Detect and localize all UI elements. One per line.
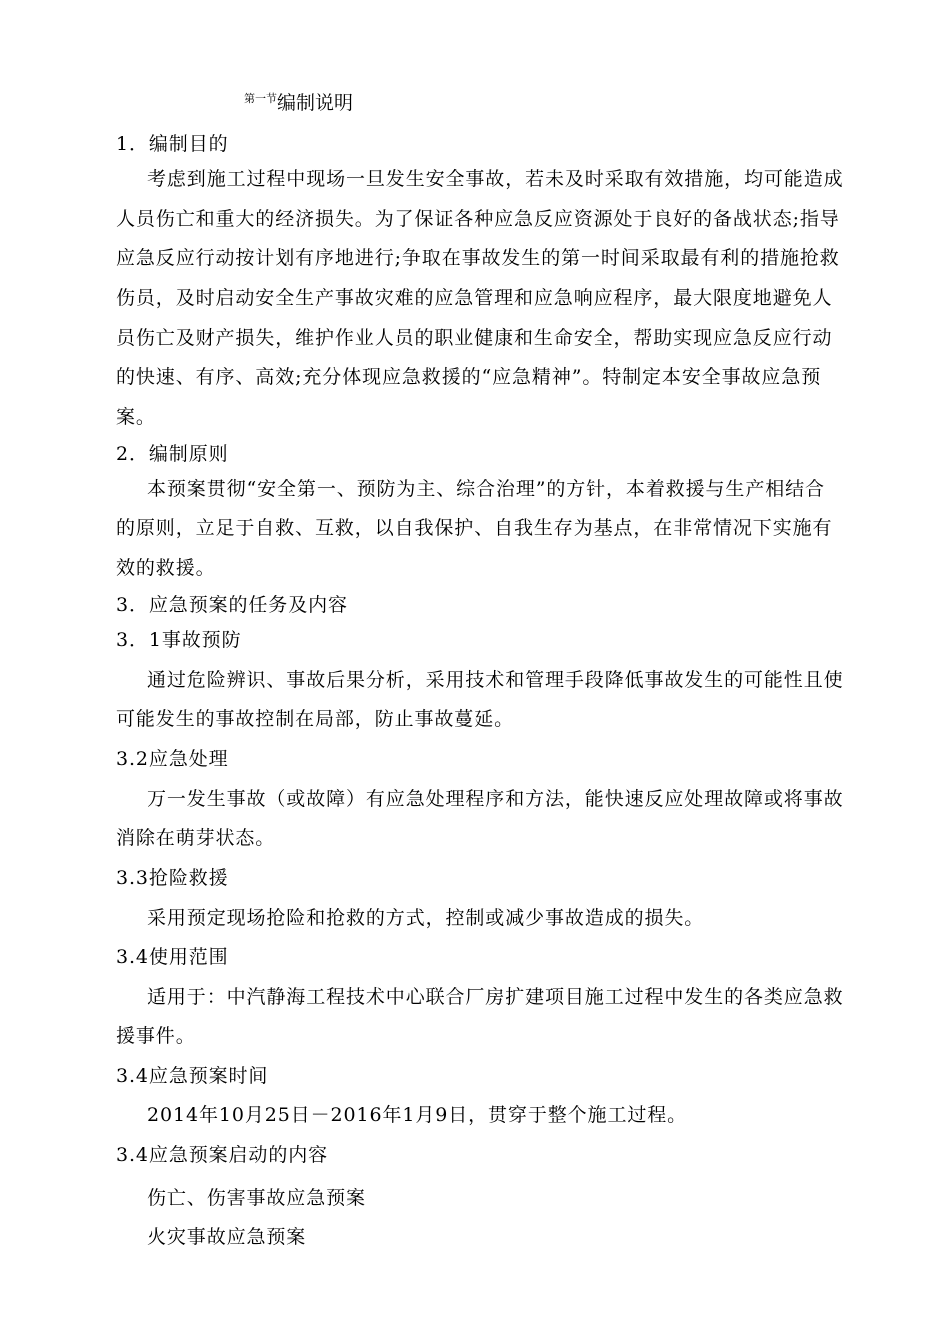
paragraph-line: 可能发生的事故控制在局部，防止事故蔓延。	[116, 708, 515, 730]
paragraph-line: 采用预定现场抢险和抢救的方式，控制或减少事故造成的损失。	[147, 907, 705, 929]
section-number: 第一节	[244, 92, 277, 105]
paragraph-line: 适用于：中汽静海工程技术中心联合厂房扩建项目施工过程中发生的各类应急救	[147, 986, 844, 1008]
heading-3-4-scope: 3.4使用范围	[116, 946, 229, 968]
section-title-text: 编制说明	[277, 92, 354, 114]
heading-3-1: 3．1事故预防	[116, 629, 242, 651]
paragraph-line: 消除在萌芽状态。	[116, 827, 276, 849]
paragraph-line: 案。	[116, 406, 156, 428]
heading-3-4-time: 3.4应急预案时间	[116, 1065, 269, 1087]
heading-3-3: 3.3抢险救援	[116, 867, 229, 889]
heading-3: 3．应急预案的任务及内容	[116, 594, 348, 616]
heading-3-2: 3.2应急处理	[116, 748, 229, 770]
paragraph-line: 考虑到施工过程中现场一旦发生安全事故，若未及时采取有效措施，均可能造成	[147, 168, 844, 190]
section-title	[244, 88, 353, 115]
paragraph-line: 应急反应行动按计划有序地进行;争取在事故发生的第一时间采取最有利的措施抢救	[116, 247, 840, 269]
paragraph-line: 通过危险辨识、事故后果分析，采用技术和管理手段降低事故发生的可能性且使	[147, 669, 844, 691]
paragraph-line: 本预案贯彻“安全第一、预防为主、综合治理”的方针，本着救援与生产相结合	[147, 478, 825, 500]
paragraph-line: 的原则，立足于自救、互救，以自我保护、自我生存为基点，在非常情况下实施有	[116, 517, 833, 539]
paragraph-line: 万一发生事故（或故障）有应急处理程序和方法，能快速反应处理故障或将事故	[147, 788, 844, 810]
heading-1: 1．编制目的	[116, 133, 229, 155]
list-item: 伤亡、伤害事故应急预案	[147, 1187, 366, 1209]
heading-2: 2．编制原则	[116, 443, 229, 465]
paragraph-line: 的快速、有序、高效;充分体现应急救援的“应急精神”。特制定本安全事故应急预	[116, 366, 822, 388]
paragraph-line: 2014年10月25日－2016年1月9日，贯穿于整个施工过程。	[147, 1104, 688, 1126]
heading-3-4-content: 3.4应急预案启动的内容	[116, 1144, 329, 1166]
paragraph-line: 伤员，及时启动安全生产事故灾难的应急管理和应急响应程序，最大限度地避免人	[116, 287, 833, 309]
paragraph-line: 人员伤亡和重大的经济损失。为了保证各种应急反应资源处于良好的备战状态;指导	[116, 208, 840, 230]
paragraph-line: 员伤亡及财产损失，维护作业人员的职业健康和生命安全，帮助实现应急反应行动	[116, 327, 833, 349]
list-item: 火灾事故应急预案	[147, 1226, 307, 1248]
paragraph-line: 效的救援。	[116, 557, 216, 579]
paragraph-line: 援事件。	[116, 1025, 196, 1047]
